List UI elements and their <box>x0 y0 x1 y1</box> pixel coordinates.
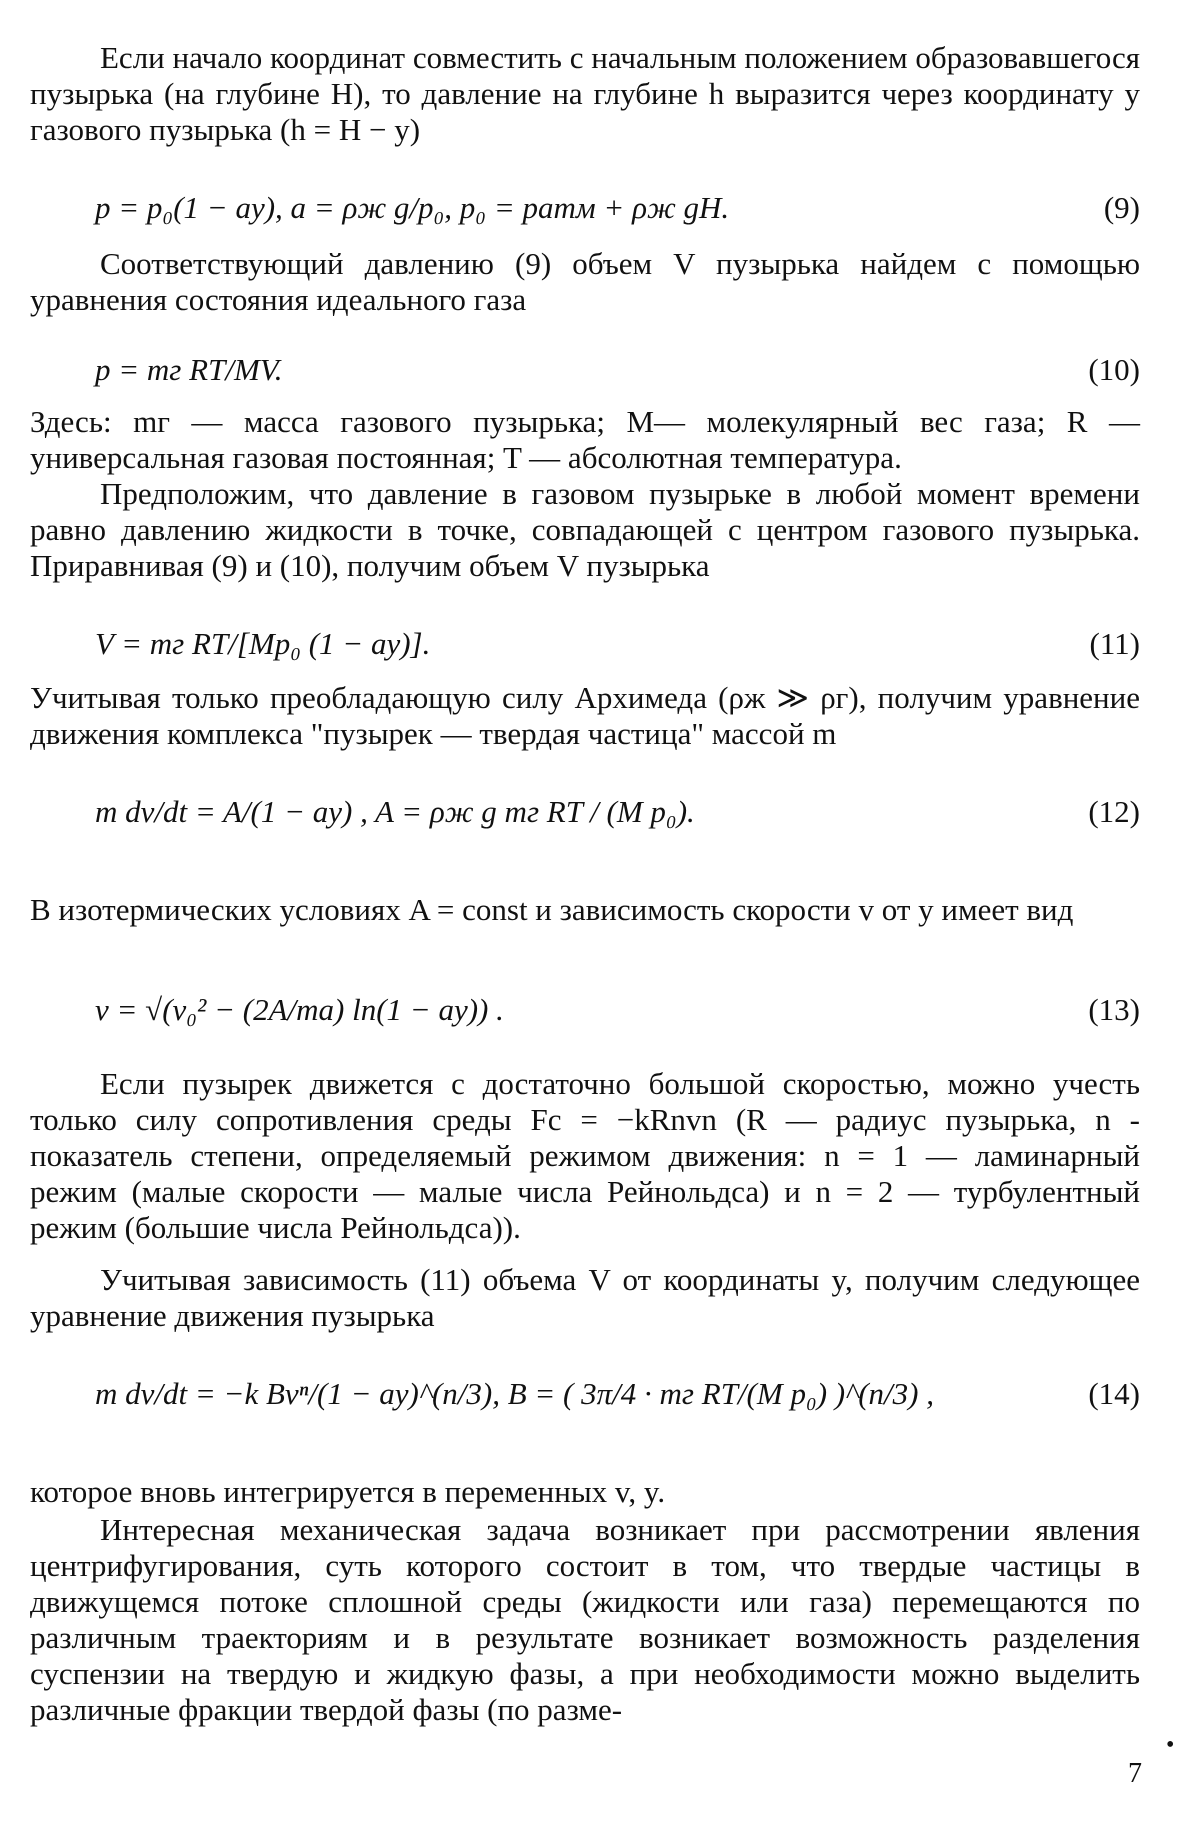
margin-mark: • <box>1166 1732 1175 1758</box>
equation-10 <box>95 350 1140 394</box>
paragraph-integration: которое вновь интегрируется в переменных v, y. <box>30 1474 666 1509</box>
equation-number: (13) <box>1088 992 1140 1027</box>
paragraph-definitions: Здесь: mг — масса газового пузырька; M— молекулярный вес газа; R — универсальная газовая постоянная; T — абсолютная температура. <box>30 404 1140 475</box>
paragraph-centrifugation: Интересная механическая задача возникает при рассмотрении явления центрифугирования, суть которого состоит в том, что твердые частицы в движущемся потоке сплошной среды (жидкости или газа) перемещаются по различным траекториям и в результате возникает возможность разделения суспензии на твердую и жидкую фазы, а при необходимости можно выделить различные фракции твердой фазы (по разме- <box>30 1512 1140 1727</box>
paragraph-volume: Соответствующий давлению (9) объем V пузырька найдем с помощью уравнения состояния идеального газа <box>30 246 1140 317</box>
paragraph-isothermal: В изотермических условиях A = const и зависимость скорости v от y имеет вид <box>30 892 1074 927</box>
equation-body: V = mг RT/[Mp₀ (1 − ay)]. <box>95 626 431 661</box>
paragraph-motion: Учитывая зависимость (11) объема V от координаты y, получим следующее уравнение движения пузырька <box>30 1262 1140 1333</box>
paragraph-resistance: Если пузырек движется с достаточно большой скоростью, можно учесть только силу сопротивления среды Fс = −kRnvn (R — радиус пузырька, n - показатель степени, определяемый режимом движения: n = 1 — ламинарный режим (малые скорости — малые числа Рейнольдса) и n = 2 — турбулентный режим (большие числа Рейнольдса)). <box>30 1066 1140 1245</box>
equation-body: m dv/dt = −k Bvⁿ/(1 − ay)^(n/3), B = ( 3π/4 · mг RT/(M p₀) )^(n/3) , <box>95 1376 934 1411</box>
equation-number: (14) <box>1088 1376 1140 1411</box>
paragraph-assumption: Предположим, что давление в газовом пузырьке в любой момент времени равно давлению жидкости в точке, совпадающей с центром газового пузырька. Приравнивая (9) и (10), получим объем V пузырька <box>30 476 1140 583</box>
equation-number: (12) <box>1088 794 1140 829</box>
equation-number: (10) <box>1088 352 1140 387</box>
paragraph-intro: Если начало координат совместить с начальным положением образовавшегося пузырька (на глубине H), то давление на глубине h выразится через координату y газового пузырька (h = H − y) <box>30 40 1140 147</box>
equation-13 <box>95 990 1140 1034</box>
page-number: 7 <box>1128 1758 1142 1789</box>
equation-11 <box>95 624 1140 668</box>
paragraph-archimedes: Учитывая только преобладающую силу Архимеда (ρж ≫ ρг), получим уравнение движения комплекса "пузырек — твердая частица" массой m <box>30 680 1140 751</box>
equation-body: m dv/dt = A/(1 − ay) , A = ρж g mг RT / (M p₀). <box>95 794 695 829</box>
equation-12 <box>95 792 1140 836</box>
equation-body: p = p₀(1 − ay), a = ρж g/p₀, p₀ = pатм + ρж gH. <box>95 190 730 225</box>
equation-body: p = mг RT/MV. <box>95 352 283 387</box>
equation-body: v = √(v₀² − (2A/ma) ln(1 − ay)) . <box>95 992 504 1027</box>
equation-number: (11) <box>1089 626 1140 661</box>
equation-number: (9) <box>1103 190 1140 225</box>
equation-9 <box>95 188 1140 232</box>
equation-14 <box>95 1374 1140 1418</box>
